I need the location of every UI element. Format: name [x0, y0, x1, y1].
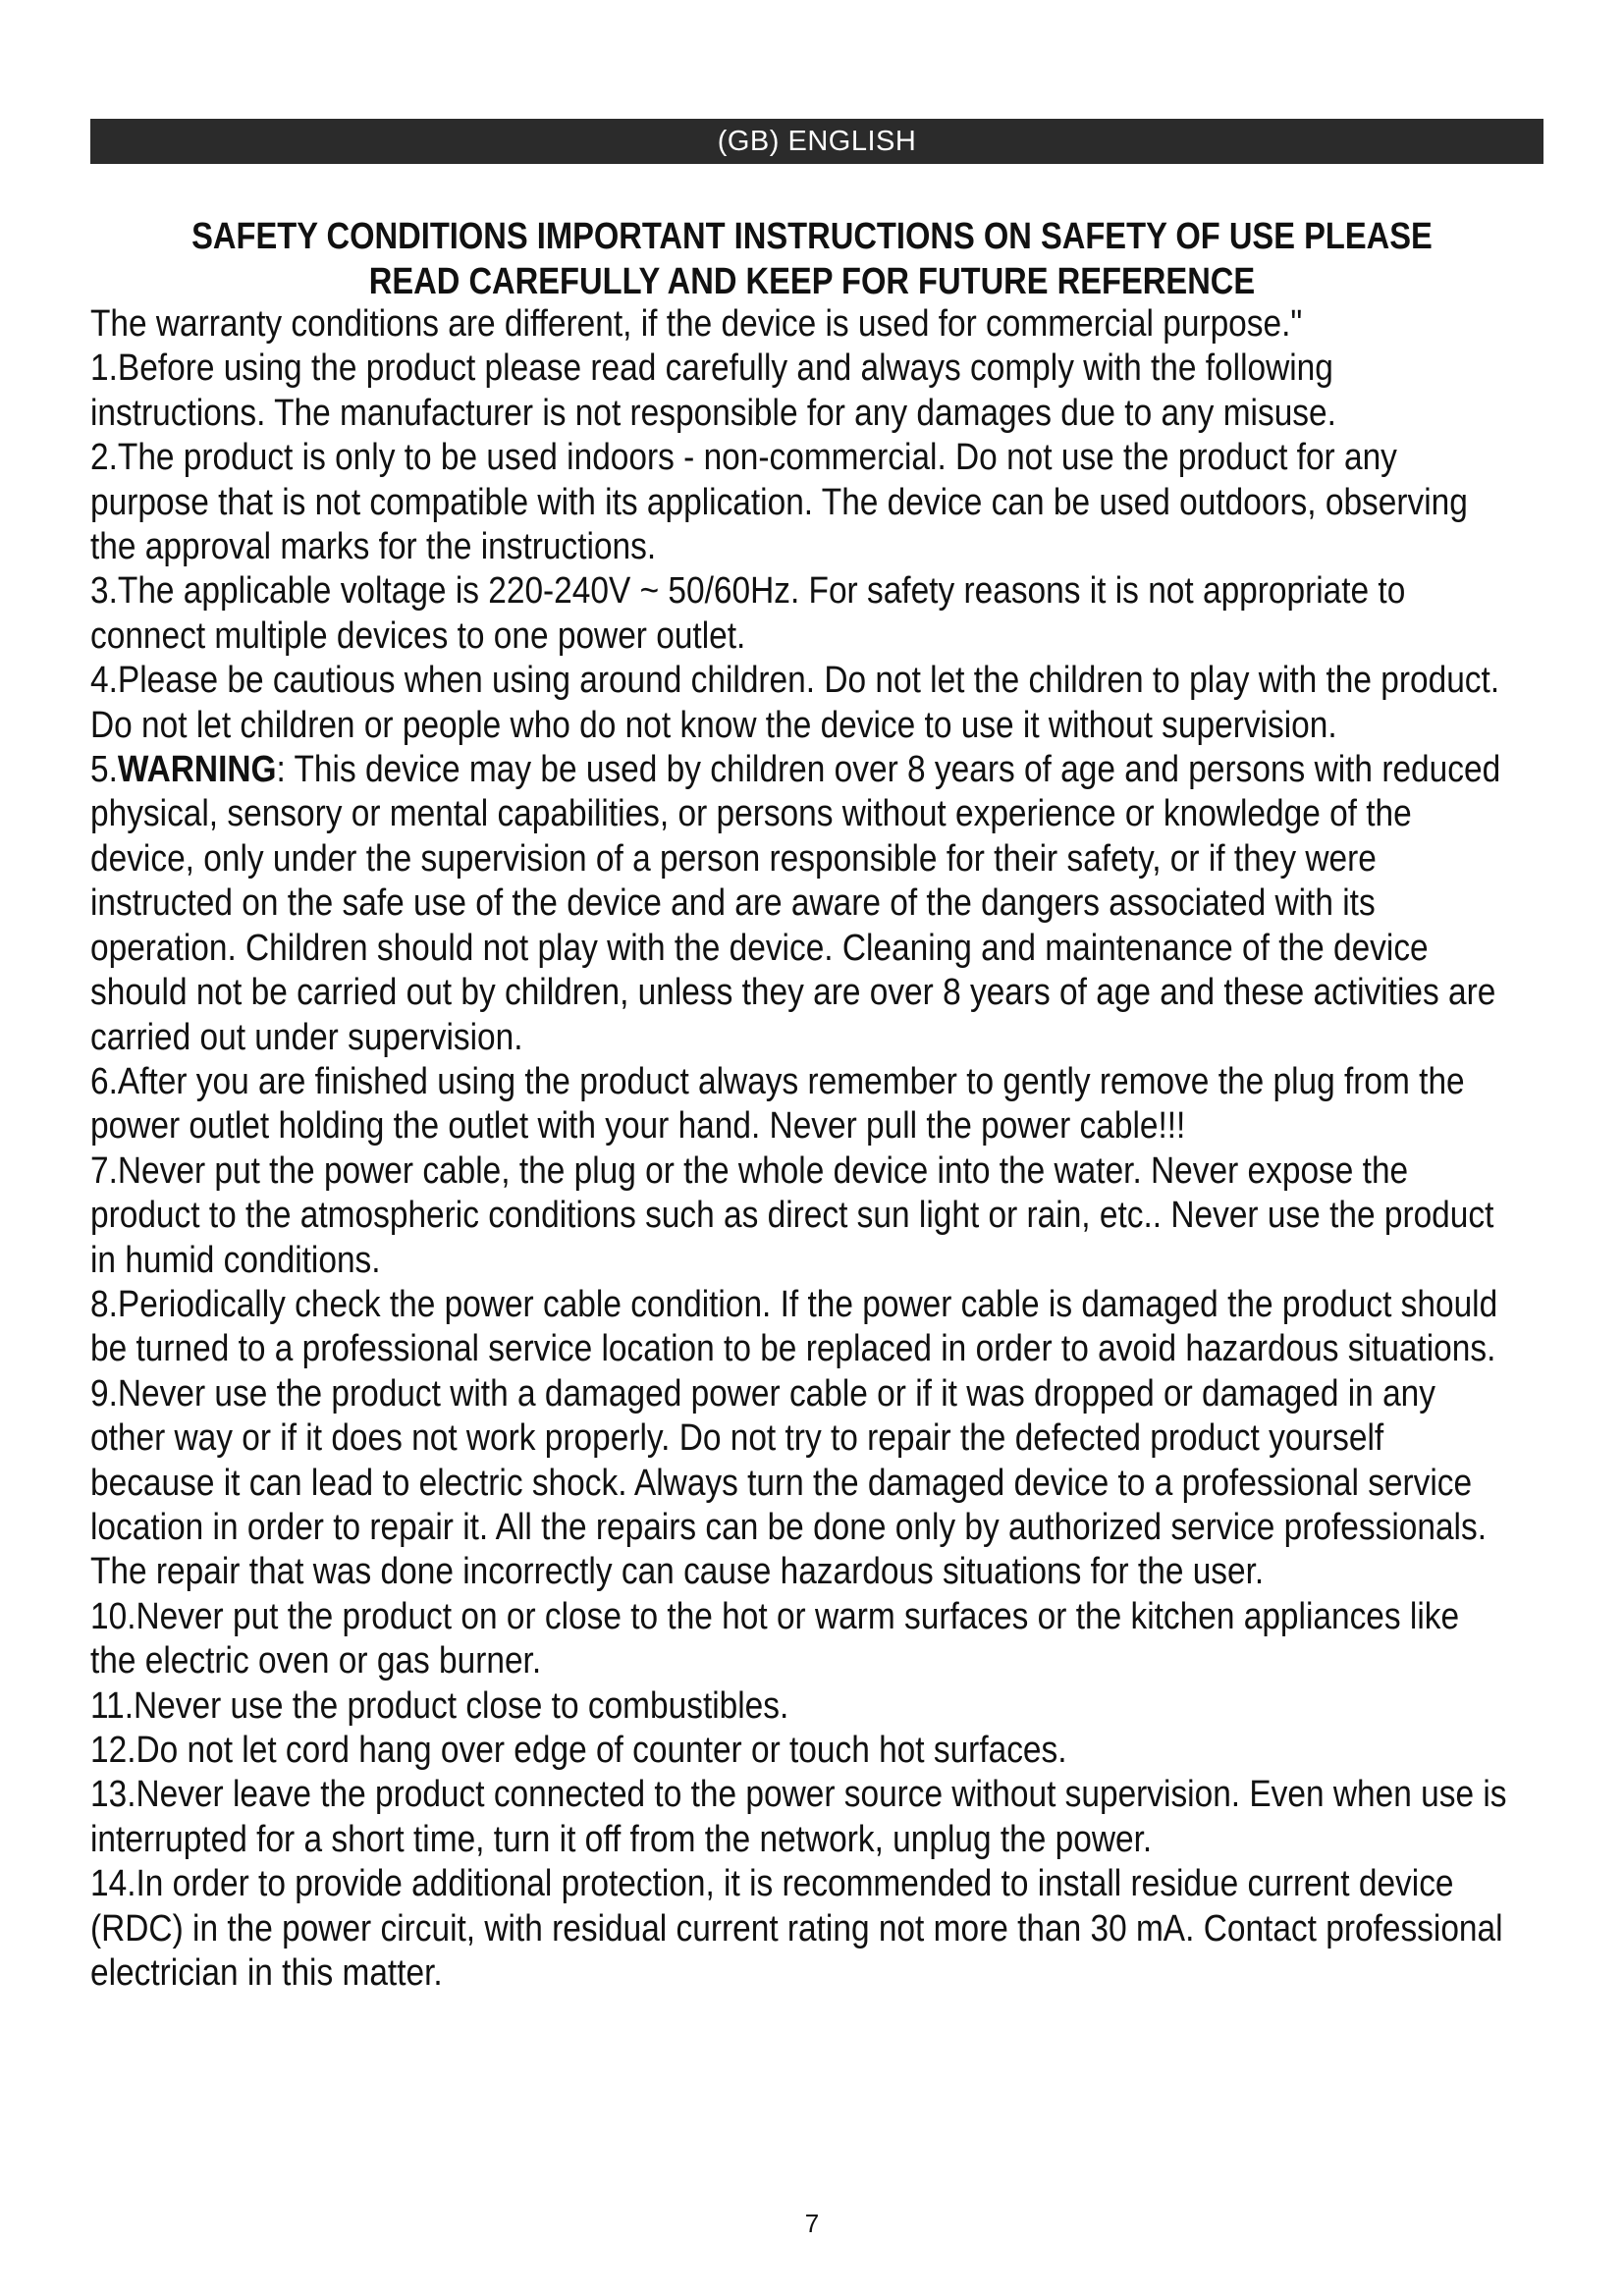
- item-text: Never use the product with a damaged power cable or if it was dropped or damaged in any other way or if it does not work properly. Do not try to repair the defected product yourself because it can lead to electric shock. Always turn the damaged device to a professional service location in order to repair it. All the repairs can be done only by authorized service professionals. The repair that was done incorrectly can cause hazardous situations for the user.: [90, 1372, 1487, 1593]
- item-number: 2.: [90, 437, 118, 479]
- item-text: The applicable voltage is 220-240V ~ 50/60Hz. For safety reasons it is not appropriate to connect multiple devices to one power outlet.: [90, 570, 1406, 657]
- instruction-item-2: [90, 436, 1507, 569]
- item-number: 6.: [90, 1060, 118, 1102]
- item-text: Never put the product on or close to the hot or warm surfaces or the kitchen appliances like the electric oven or gas burner.: [90, 1595, 1460, 1682]
- item-text: Periodically check the power cable condition. If the power cable is damaged the product should be turned to a professional service location to be replaced in order to avoid hazardous situations.: [90, 1283, 1498, 1370]
- item-number: 1.: [90, 347, 118, 390]
- title-line-1: SAFETY CONDITIONS IMPORTANT INSTRUCTIONS ON SAFETY OF USE PLEASE: [191, 216, 1433, 257]
- instruction-item-6: [90, 1060, 1507, 1149]
- item-text: Please be cautious when using around children. Do not let the children to play with the product. Do not let children or people who do not know the device to use it without supervision.: [90, 660, 1500, 746]
- item-number: 4.: [90, 660, 118, 702]
- warranty-note: The warranty conditions are different, if the device is used for commercial purpose.": [90, 303, 1303, 345]
- item-number: 8.: [90, 1283, 118, 1325]
- warning-label: WARNING: [117, 749, 277, 791]
- instruction-item-1: [90, 347, 1507, 436]
- instruction-item-12: [90, 1729, 1507, 1773]
- instruction-item-14: [90, 1862, 1507, 1996]
- instruction-item-10: [90, 1595, 1507, 1684]
- item-number: 14.: [90, 1863, 136, 1905]
- instruction-item-3: [90, 569, 1507, 659]
- page-number: 7: [804, 2209, 820, 2238]
- item-number: 7.: [90, 1149, 118, 1192]
- item-number: 9.: [90, 1372, 118, 1415]
- instruction-item-7: [90, 1149, 1507, 1283]
- safety-instructions: [90, 302, 1507, 1996]
- item-text: Never leave the product connected to the power source without supervision. Even when use is interrupted for a short time, turn it off from the network, unplug the power.: [90, 1774, 1507, 1860]
- instruction-item-13: [90, 1773, 1507, 1862]
- item-text: After you are finished using the product always remember to gently remove the plug from the power outlet holding the outlet with your hand. Never pull the power cable!!!: [90, 1060, 1465, 1148]
- item-text: : This device may be used by children over 8 years of age and persons with reduced physical, sensory or mental capabilities, or persons without experience or knowledge of the device, only under the supervision of a person responsible for their safety, or if they were instructed on the safe use of the device and are aware of the dangers associated with its operation. Children should not play with the device. Cleaning and maintenance of the device should not be carried out by children, unless they are over 8 years of age and these activities are carried out under supervision.: [90, 749, 1501, 1058]
- instruction-item-11: [90, 1684, 1507, 1729]
- item-number: 5.: [90, 749, 118, 791]
- document-title: [164, 214, 1459, 304]
- instruction-item-8: [90, 1283, 1507, 1372]
- language-header-bar: (GB) ENGLISH: [90, 119, 1543, 164]
- instruction-item-4: [90, 659, 1507, 748]
- item-number: 3.: [90, 570, 118, 613]
- instruction-item-5: [90, 748, 1507, 1060]
- item-text: In order to provide additional protection, it is recommended to install residue current device (RDC) in the power circuit, with residual current rating not more than 30 mA. Contact professional electrician in this matter.: [90, 1863, 1503, 1995]
- item-text: Do not let cord hang over edge of counter or touch hot surfaces.: [135, 1730, 1067, 1771]
- item-number: 12.: [90, 1730, 136, 1771]
- item-number: 11.: [90, 1684, 135, 1727]
- item-text: The product is only to be used indoors - non-commercial. Do not use the product for any purpose that is not compatible with its application. The device can be used outdoors, observing the approval marks for the instructions.: [90, 437, 1468, 568]
- title-line-2: READ CAREFULLY AND KEEP FOR FUTURE REFERENCE: [368, 261, 1256, 302]
- item-number: 13.: [90, 1774, 136, 1816]
- item-number: 10.: [90, 1595, 136, 1637]
- item-text: Before using the product please read carefully and always comply with the following instructions. The manufacturer is not responsible for any damages due to any misuse.: [90, 347, 1336, 434]
- item-text: Never put the power cable, the plug or the whole device into the water. Never expose the product to the atmospheric conditions such as direct sun light or rain, etc.. Never use the product in humid conditions.: [90, 1149, 1494, 1281]
- item-text: Never use the product close to combustibles.: [134, 1684, 789, 1727]
- instruction-item-9: [90, 1372, 1507, 1595]
